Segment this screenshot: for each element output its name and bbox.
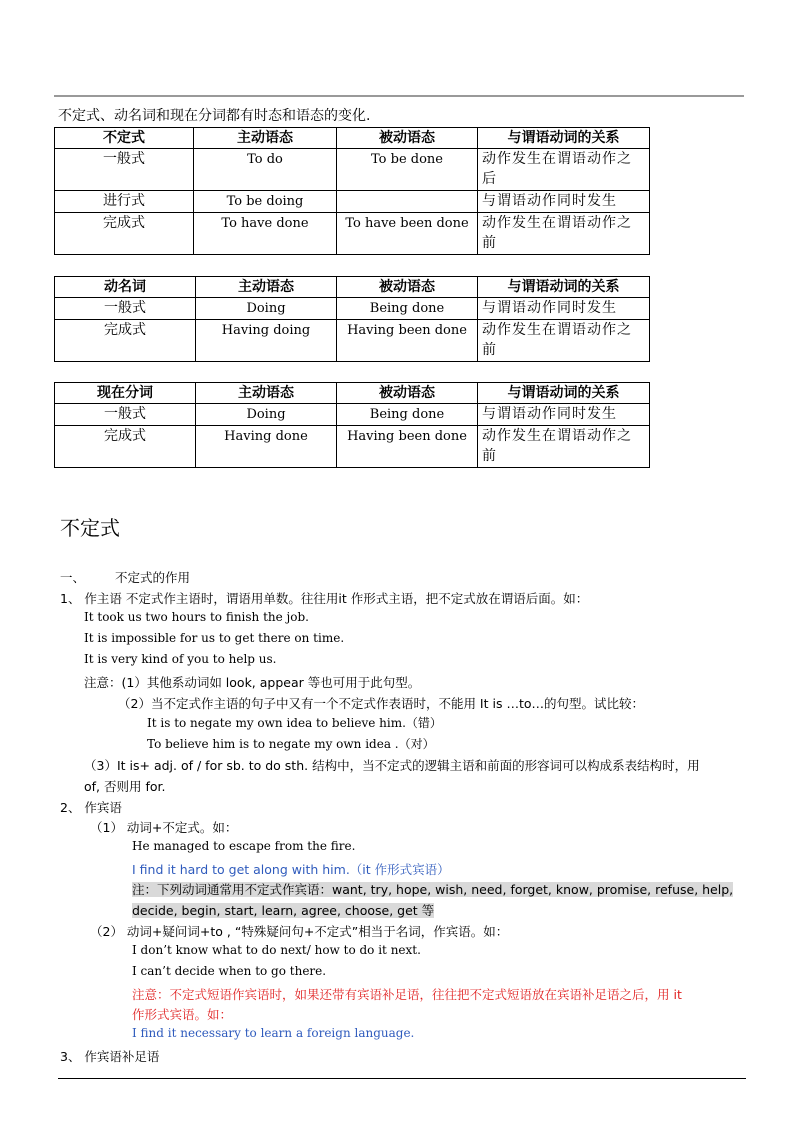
table-row bbox=[55, 191, 650, 213]
table-header-cell: 动名词 bbox=[55, 277, 196, 298]
table-cell: 一般式 bbox=[55, 298, 196, 320]
section-title: 不定式的作用 bbox=[115, 570, 191, 585]
example-sentence: It is very kind of you to help us. bbox=[84, 652, 277, 666]
table-header-cell: 主动语态 bbox=[194, 128, 337, 149]
point-object: 2、 作宾语 bbox=[60, 800, 122, 815]
table-cell: Having done bbox=[196, 426, 337, 468]
table-cell: 与谓语动作同时发生 bbox=[478, 404, 650, 426]
section-heading: 不定式 bbox=[60, 516, 120, 540]
table-header-row bbox=[55, 128, 650, 149]
note-text: （3）It is+ adj. of / for sb. to do sth. 结构中，当不定式的逻辑主语和前面的形容词可以构成系表结构时，用 bbox=[84, 758, 700, 773]
table-cell: To be doing bbox=[194, 191, 337, 213]
table-cell: 完成式 bbox=[55, 426, 196, 468]
example-sentence: It took us two hours to finish the job. bbox=[84, 610, 309, 624]
example-sentence: I don’t know what to do next/ how to do it next. bbox=[132, 943, 421, 957]
table-cell: To do bbox=[194, 149, 337, 191]
sub-point: （2） 动词+疑问词+to , “特殊疑问句+不定式”相当于名词，作宾语。如： bbox=[90, 924, 509, 939]
table-cell: 与谓语动作同时发生 bbox=[478, 298, 650, 320]
table-header-cell: 被动语态 bbox=[337, 128, 478, 149]
table-cell: 进行式 bbox=[55, 191, 194, 213]
table-header-cell: 与谓语动词的关系 bbox=[478, 128, 650, 149]
note-text: 作形式宾语。如： bbox=[132, 1007, 233, 1022]
note-text: 注意：(1）其他系动词如 look, appear 等也可用于此句型。 bbox=[84, 675, 421, 690]
table-header-row bbox=[55, 383, 650, 404]
table-cell: 完成式 bbox=[55, 320, 196, 362]
table-cell: Having been done bbox=[337, 426, 478, 468]
example-sentence: I find it necessary to learn a foreign language. bbox=[132, 1026, 415, 1040]
table-cell: Being done bbox=[337, 298, 478, 320]
point-object-complement: 3、 作宾语补足语 bbox=[60, 1049, 160, 1064]
table-row bbox=[55, 426, 650, 468]
table-cell: To have been done bbox=[337, 213, 478, 255]
point-subject: 1、 作主语 不定式作主语时，谓语用单数。往往用it 作形式主语，把不定式放在谓语后面。如： bbox=[60, 591, 589, 606]
table-cell: 完成式 bbox=[55, 213, 194, 255]
note-text: 注：下列动词通常用不定式作宾语：want, try, hope, wish, need, forget, know, promise, refuse, help, bbox=[132, 882, 734, 897]
table-header-cell: 与谓语动词的关系 bbox=[478, 383, 650, 404]
table-row bbox=[55, 404, 650, 426]
infinitive-table bbox=[54, 127, 650, 255]
table-cell: 动作发生在谓语动作之前 bbox=[478, 426, 650, 468]
example-sentence: It is to negate my own idea to believe him.（错） bbox=[147, 716, 442, 730]
example-sentence: I can’t decide when to go there. bbox=[132, 964, 327, 978]
table-cell: Doing bbox=[196, 298, 337, 320]
table-cell: To be done bbox=[337, 149, 478, 191]
table-cell: 一般式 bbox=[55, 404, 196, 426]
example-sentence: It is impossible for us to get there on time. bbox=[84, 631, 345, 645]
table-header-cell: 主动语态 bbox=[196, 383, 337, 404]
table-header-row bbox=[55, 277, 650, 298]
gerund-table bbox=[54, 276, 650, 362]
note-text: decide, begin, start, learn, agree, choose, get 等 bbox=[132, 903, 435, 918]
table-cell: 动作发生在谓语动作之前 bbox=[478, 320, 650, 362]
table-row bbox=[55, 320, 650, 362]
table-header-cell: 主动语态 bbox=[196, 277, 337, 298]
note-text: （2）当不定式作主语的句子中又有一个不定式作表语时，不能用 It is …to…的句型。试比较： bbox=[118, 696, 644, 711]
table-header-cell: 与谓语动词的关系 bbox=[478, 277, 650, 298]
example-sentence: To believe him is to negate my own idea .（对） bbox=[147, 737, 435, 751]
table-cell: Having doing bbox=[196, 320, 337, 362]
note-text: 注意：不定式短语作宾语时，如果还带有宾语补足语，往往把不定式短语放在宾语补足语之后，用 it bbox=[132, 987, 682, 1002]
table-cell: To have done bbox=[194, 213, 337, 255]
footer-rule bbox=[58, 1078, 746, 1079]
table-header-cell: 被动语态 bbox=[337, 277, 478, 298]
intro-text: 不定式、动名词和现在分词都有时态和语态的变化. bbox=[58, 108, 371, 124]
section-number: 一、 bbox=[60, 570, 86, 585]
note-text: of, 否则用 for. bbox=[84, 779, 166, 794]
table-row bbox=[55, 149, 650, 191]
table-cell: Being done bbox=[337, 404, 478, 426]
participle-table bbox=[54, 382, 650, 468]
table-cell: Doing bbox=[196, 404, 337, 426]
table-cell: 动作发生在谓语动作之后 bbox=[478, 149, 650, 191]
example-sentence: He managed to escape from the fire. bbox=[132, 839, 356, 853]
table-cell bbox=[337, 191, 478, 213]
table-cell: 一般式 bbox=[55, 149, 194, 191]
table-header-cell: 现在分词 bbox=[55, 383, 196, 404]
table-row bbox=[55, 213, 650, 255]
table-cell: 动作发生在谓语动作之前 bbox=[478, 213, 650, 255]
header-rule bbox=[54, 95, 744, 97]
note-highlight bbox=[132, 901, 434, 919]
note-highlight bbox=[132, 880, 745, 898]
table-cell: Having been done bbox=[337, 320, 478, 362]
example-sentence: I find it hard to get along with him.（it 作形式宾语） bbox=[132, 862, 450, 877]
table-cell: 与谓语动作同时发生 bbox=[478, 191, 650, 213]
table-row bbox=[55, 298, 650, 320]
table-header-cell: 不定式 bbox=[55, 128, 194, 149]
sub-point: （1） 动词+不定式。如： bbox=[90, 820, 238, 835]
table-header-cell: 被动语态 bbox=[337, 383, 478, 404]
